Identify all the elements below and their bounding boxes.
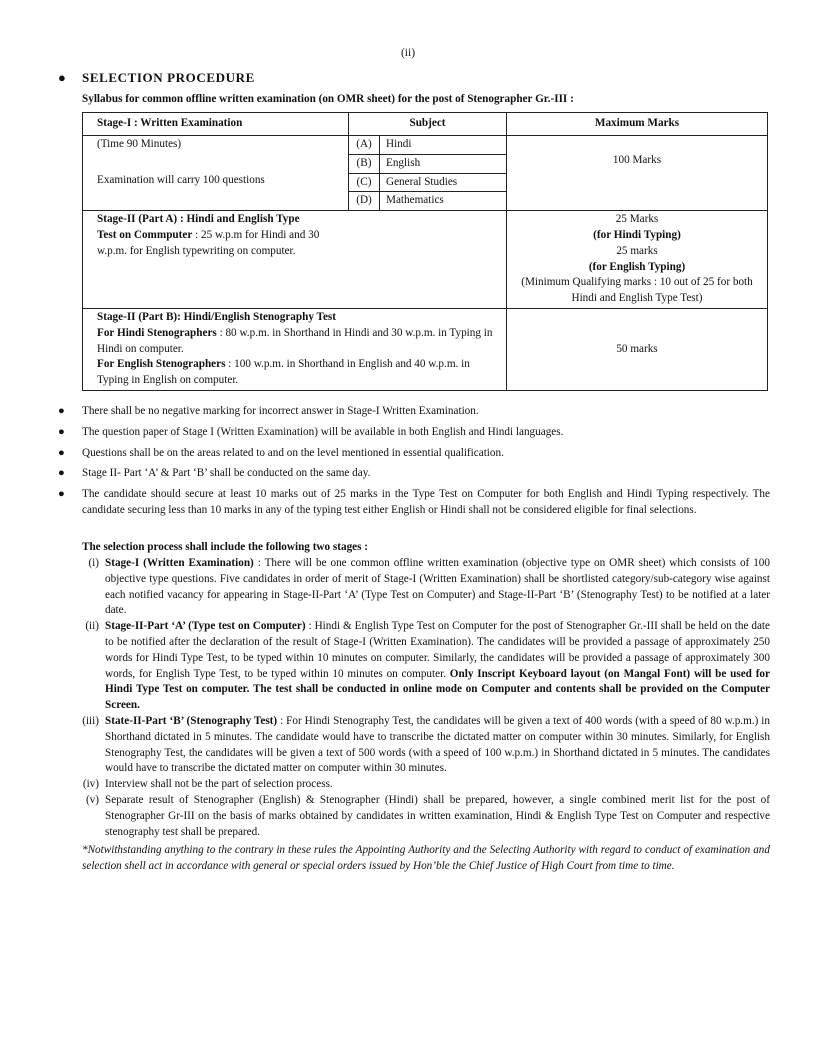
stage-number: (ii) [85,620,99,633]
bullet-icon: ● [58,405,65,417]
bullet-text: The candidate should secure at least 10 marks out of 25 marks in the Type Test on Computer for both English and Hindi Typing respectively. The candidate securing less than 10 marks in any of the typing test either English or Hindi shall not be considered eligible for final selections. [82,488,770,516]
stage-body: : Hindi & English Type Test on Computer for the post of Stenographer Gr.-III shall be held on the date to be notified after the declaration of the result of Stage-I (Written Examination). The candidates will be provided a passage of approximately 250 words for Hindi Type Test, to be typed within 10 minutes on computer. Similarly, the candidates will be provided a passage of approximately 300 words, for English Type Test, to be typed within 10 minutes on computer. [105,620,770,680]
table-row [83,136,768,155]
bullet-text: There shall be no negative marking for incorrect answer in Stage-I Written Examination. [82,405,479,417]
stages-list [76,556,770,840]
bullet-icon: ● [58,446,65,459]
stage2b-hindi-text: : 80 w.p.m. in Shorthand in Hindi and 30 w.p.m. in Typing in Hindi on computer. [97,326,493,355]
bullet-text: Questions shall be on the areas related to and on the level mentioned in essential qualification. [82,446,504,459]
page-number: (ii) [400,47,416,59]
subject-letter: (A) [349,136,380,155]
stage2b-marks: 50 marks [507,308,768,390]
stage2a-marks-note: (Minimum Qualifying marks : 10 out of 25 for both Hindi and English Type Test) [521,276,753,305]
bullet-text: Stage II- Part ‘A’ & Part ‘B’ shall be conducted on the same day. [82,467,371,480]
header-marks: Maximum Marks [507,113,768,136]
stage2a-marks-2: 25 marks [616,244,658,257]
list-item [58,404,770,420]
stage-body: : For Hindi Stenography Test, the candidates will be given a text of 400 words (with a speed of 80 w.p.m.) in Shorthand dictated in 5 minutes. The candidate would have to transcribe the dictated matter on computer within 30 minutes. Similarly, for English Stenography Test, the candidates will be given a text of 500 words (with a speed of 100 w.p.m.) in Shorthand dictated in 5 minutes. The candidates would have to transcribe the dictated matter on computer within 30 minutes. [105,714,770,775]
footnote: *Notwithstanding anything to the contrary in these rules the Appointing Authority and the Selecting Authority with regard to conduct of examination and selection shell act in accordance with general or special orders issued by Hon’ble the Chief Justice of High Court from time to time. [82,844,770,872]
subject-letter: (B) [349,154,380,173]
subject-letter: (D) [349,192,380,211]
header-subject: Subject [349,113,507,136]
stage-body: Interview shall not be the part of selection process. [105,778,333,791]
bullet-icon: ● [58,425,65,438]
subject-name: General Studies [380,173,507,192]
stage1-info [83,136,349,211]
stage-number: (v) [85,793,99,806]
table-row [83,308,768,390]
stages-title: The selection process shall include the following two stages : [82,541,369,553]
stage-body: : There will be one common offline written examination (objective type on OMR sheet) which consists of 100 objective type questions. Five candidates in order of merit of Stage-I (Written Examination) shall be shortlisted category/sub-category wise against each notified vacancy for appearing in Stage-II-Part ‘A’ (Type Test on Computer) and Stage-II-Part ‘B’ (Stenography Test) to be notified at a later date. [105,557,770,617]
stage2a-desc [97,228,337,260]
stage2a-title: Stage-II (Part A) : Hindi and English Type [97,213,300,226]
bullet-icon: ● [58,488,65,501]
stage-number: (iv) [82,778,99,791]
subject-letter: (C) [349,173,380,192]
table-row [83,211,768,309]
list-item [58,466,770,482]
list-item [76,777,770,793]
stage2b-english-label: For English Stenographers [97,358,226,371]
stage2b-hindi-label: For Hindi Stenographers [97,326,217,339]
heading-text: SELECTION PROCEDURE [82,70,255,85]
list-item [58,446,770,462]
stage-bold-tail: Only Inscript Keyboard layout (on Mangal Font) will be used for Hindi Type Test on computer. The test shall be conducted in online mode on Computer and contents shall be provided on the Computer Screen. [105,667,770,712]
stage-text [105,714,770,777]
subject-name: Hindi [380,136,507,155]
stage2b-english [97,357,500,389]
stage2a-marks-1: 25 Marks [615,213,659,226]
bullet-icon: ● [58,467,65,480]
stage-label: Stage-I (Written Examination) [105,557,254,569]
stage2a-text: : 25 w.p.m for Hindi and 30 w.p.m. for English typewriting on computer. [97,228,320,257]
stage2b-english-text: : 100 w.p.m. in Shorthand in English and 40 w.p.m. in Typing in English on computer. [97,358,470,387]
stage-number: (i) [88,557,99,569]
list-item [76,619,770,714]
list-item [58,487,770,519]
syllabus-subheading: Syllabus for common offline written examination (on OMR sheet) for the post of Stenographer Gr.-III : [82,93,574,105]
list-item [76,793,770,840]
stage2b-hindi [97,326,500,358]
subject-name: Mathematics [380,192,507,211]
stage2b-title: Stage-II (Part B): Hindi/English Stenography Test [97,310,337,323]
stage-number: (iii) [82,714,99,727]
list-item [58,425,770,441]
stage-text [105,556,770,619]
list-item [76,556,770,619]
stage-label: Stage-II-Part ‘A’ (Type test on Computer) [105,620,306,633]
stage2a-marks [507,211,768,309]
stage1-questions: Examination will carry 100 questions [97,173,265,186]
header-stage: Stage-I : Written Examination [83,113,349,136]
stage2a-info [83,211,507,309]
stage2a-marks-2-sub: (for English Typing) [588,260,686,273]
table-header-row [83,113,768,136]
stage1-marks [507,136,768,211]
bullet-text: The question paper of Stage I (Written Examination) will be available in both English and Hindi languages. [82,425,564,438]
stage-body: Separate result of Stenographer (English) & Stenographer (Hindi) shall be prepared, however, a single combined merit list for the post of Stenographer Gr-III on the basis of marks obtained by candidates in written examination, Hindi & English Type Test on Computer and respective stenography test shall be prepared. [105,793,770,838]
stage-text [105,619,770,714]
stage2b-info [83,308,507,390]
stage1-marks-text: 100 Marks [612,154,662,166]
bullet-icon: ● [58,70,67,85]
stage1-time: (Time 90 Minutes) [97,138,182,150]
list-item [76,714,770,777]
stage2a-marks-1-sub: (for Hindi Typing) [593,228,681,241]
bullet-list [58,404,770,524]
subject-name: English [380,154,507,173]
stage-label: State-II-Part ‘B’ (Stenography Test) [105,714,278,727]
section-heading [58,70,255,86]
syllabus-table [82,112,768,391]
stage2a-label: Test on Commputer [97,228,193,241]
